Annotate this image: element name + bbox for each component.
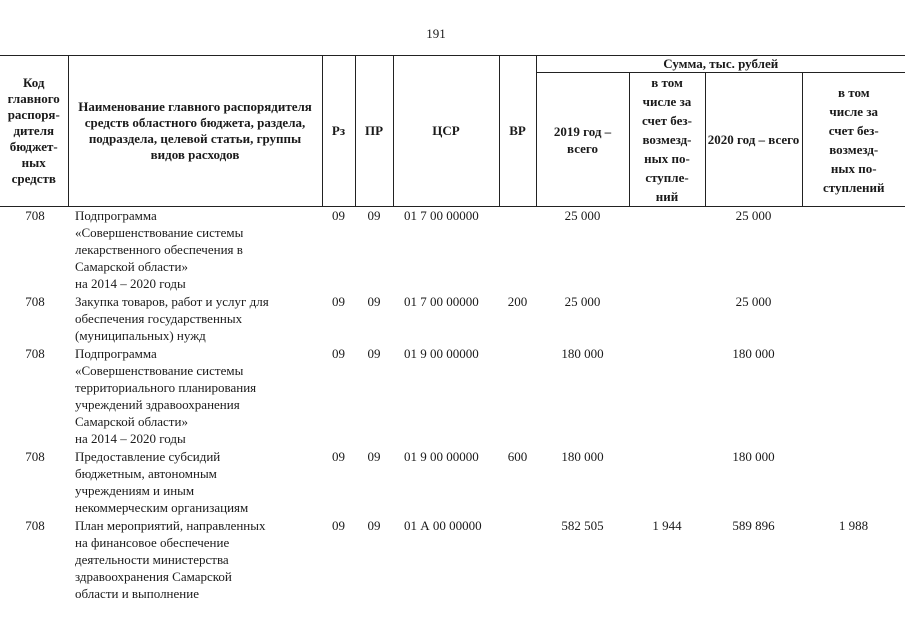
header-code-line: главного — [7, 91, 60, 106]
header-2019-incl-line: ступле- — [645, 170, 689, 185]
header-2020-incl-line: возмезд- — [829, 141, 879, 157]
cell-vr — [499, 207, 536, 294]
cell-name-line: Самарской области» — [75, 259, 188, 274]
cell-2019-total: 180 000 — [561, 346, 604, 361]
cell-rz: 09 — [332, 346, 345, 361]
cell-name-line: (муниципальных) нужд — [75, 328, 206, 343]
cell-2020-total: 25 000 — [735, 208, 772, 223]
cell-code: 708 — [25, 518, 45, 533]
cell-rz: 09 — [332, 518, 345, 533]
cell-2019-incl: 1 944 — [652, 518, 682, 533]
cell-name-line: «Совершенствование системы — [75, 363, 244, 378]
cell-2020-incl — [802, 293, 905, 345]
cell-pr: 09 — [367, 346, 381, 361]
cell-name-line: обеспечения государственных — [75, 311, 243, 326]
table-row — [0, 207, 905, 294]
cell-name-line: Предоставление субсидий — [75, 449, 221, 464]
cell-name — [68, 448, 322, 517]
cell-2020-incl — [802, 207, 905, 294]
cell-vr: 600 — [507, 449, 528, 464]
cell-pr: 09 — [367, 449, 381, 464]
header-2019-incl-line: числе за — [642, 94, 692, 109]
cell-name-line: лекарственного обеспечения в — [75, 242, 243, 257]
cell-name-line: учреждений здравоохранения — [75, 397, 240, 412]
header-code — [0, 56, 68, 207]
cell-code: 708 — [25, 346, 45, 361]
cell-name-line: Подпрограмма — [75, 208, 157, 223]
header-2020-incl — [802, 73, 905, 207]
header-2019-incl-line: ных по- — [644, 151, 690, 166]
table-row — [0, 293, 905, 345]
cell-2020-total: 589 896 — [732, 518, 775, 533]
cell-name-line: Самарской области» — [75, 414, 188, 429]
cell-name-line: на 2014 – 2020 годы — [75, 276, 186, 291]
cell-name — [68, 207, 322, 294]
cell-csr: 01 7 00 00000 — [404, 294, 479, 309]
header-2019-incl-line: счет без- — [642, 113, 692, 128]
header-code-line: Код — [23, 75, 45, 90]
cell-name-line: План мероприятий, направленных — [75, 518, 266, 533]
header-2020-incl-line: ных по- — [830, 160, 877, 176]
cell-2019-incl — [629, 345, 705, 448]
cell-2020-total: 25 000 — [735, 294, 772, 309]
header-code-line: средств — [11, 171, 56, 186]
cell-name-line: некоммерческим организациям — [75, 500, 249, 515]
cell-code: 708 — [25, 294, 45, 309]
cell-name-line: деятельности министерства — [75, 552, 229, 567]
page-number: 191 — [426, 26, 446, 41]
header-2020-total: 2020 год – всего — [705, 73, 802, 207]
budget-table — [0, 55, 905, 603]
header-code-line: бюджет- — [9, 139, 58, 154]
cell-2019-total: 25 000 — [564, 208, 601, 223]
cell-2019-total: 180 000 — [561, 449, 604, 464]
cell-name — [68, 345, 322, 448]
cell-csr: 01 9 00 00000 — [404, 449, 479, 464]
header-2019-incl-line: в том — [651, 75, 683, 90]
cell-rz: 09 — [332, 208, 345, 223]
cell-pr: 09 — [367, 208, 381, 223]
cell-code: 708 — [25, 449, 45, 464]
cell-2019-incl — [629, 207, 705, 294]
cell-name — [68, 293, 322, 345]
cell-2020-total: 180 000 — [732, 449, 775, 464]
header-code-line: распоря- — [7, 107, 60, 122]
cell-code: 708 — [25, 208, 45, 223]
header-vr: ВР — [499, 56, 536, 207]
cell-name-line: бюджетным, автономным — [75, 466, 217, 481]
cell-2020-incl — [802, 345, 905, 448]
header-rz: Рз — [322, 56, 355, 207]
cell-vr — [499, 517, 536, 603]
cell-name-line: здравоохранения Самарской — [75, 569, 232, 584]
header-2019-total: 2019 год – всего — [536, 73, 629, 207]
cell-rz: 09 — [332, 449, 345, 464]
cell-name-line: на финансовое обеспечение — [75, 535, 230, 550]
header-2019-incl — [629, 73, 705, 207]
cell-rz: 09 — [332, 294, 345, 309]
cell-vr — [499, 345, 536, 448]
header-2020-incl-line: числе за — [829, 103, 879, 119]
header-code-line: ных — [21, 155, 46, 170]
header-2020-incl-line: ступлений — [822, 179, 885, 195]
cell-csr: 01 7 00 00000 — [404, 208, 479, 223]
cell-2019-total: 582 505 — [561, 518, 604, 533]
header-csr: ЦСР — [393, 56, 499, 207]
header-name: Наименование главного распорядителя средств областного бюджета, раздела, подраздела, целевой статьи, группы видов расходов — [68, 56, 322, 207]
cell-2019-incl — [629, 293, 705, 345]
cell-2020-incl — [802, 448, 905, 517]
table-row — [0, 448, 905, 517]
cell-2019-total: 25 000 — [564, 294, 601, 309]
cell-2020-incl: 1 988 — [838, 518, 869, 533]
cell-vr: 200 — [507, 294, 528, 309]
header-2019-incl-line: ний — [655, 189, 679, 204]
cell-name-line: области и выполнение — [75, 586, 199, 601]
cell-name-line: на 2014 – 2020 годы — [75, 431, 186, 446]
header-code-line: дителя — [13, 123, 55, 138]
cell-name-line: Подпрограмма — [75, 346, 157, 361]
table-header — [0, 56, 905, 207]
table-row — [0, 345, 905, 448]
cell-2020-total: 180 000 — [732, 346, 775, 361]
cell-pr: 09 — [367, 518, 381, 533]
cell-name-line: Закупка товаров, работ и услуг для — [75, 294, 269, 309]
table-row — [0, 517, 905, 603]
cell-csr: 01 9 00 00000 — [404, 346, 479, 361]
header-2019-incl-line: возмезд- — [642, 132, 692, 147]
cell-2019-incl — [629, 448, 705, 517]
cell-name-line: учреждениям и иным — [75, 483, 195, 498]
header-pr: ПР — [355, 56, 393, 207]
header-2020-incl-line: в том — [837, 84, 870, 100]
cell-name — [68, 517, 322, 603]
cell-csr: 01 А 00 00000 — [404, 518, 482, 533]
header-sum-group: Сумма, тыс. рублей — [536, 56, 905, 73]
cell-name-line: территориального планирования — [75, 380, 257, 395]
cell-pr: 09 — [367, 294, 381, 309]
cell-name-line: «Совершенствование системы — [75, 225, 244, 240]
header-2020-incl-line: счет без- — [828, 122, 879, 138]
